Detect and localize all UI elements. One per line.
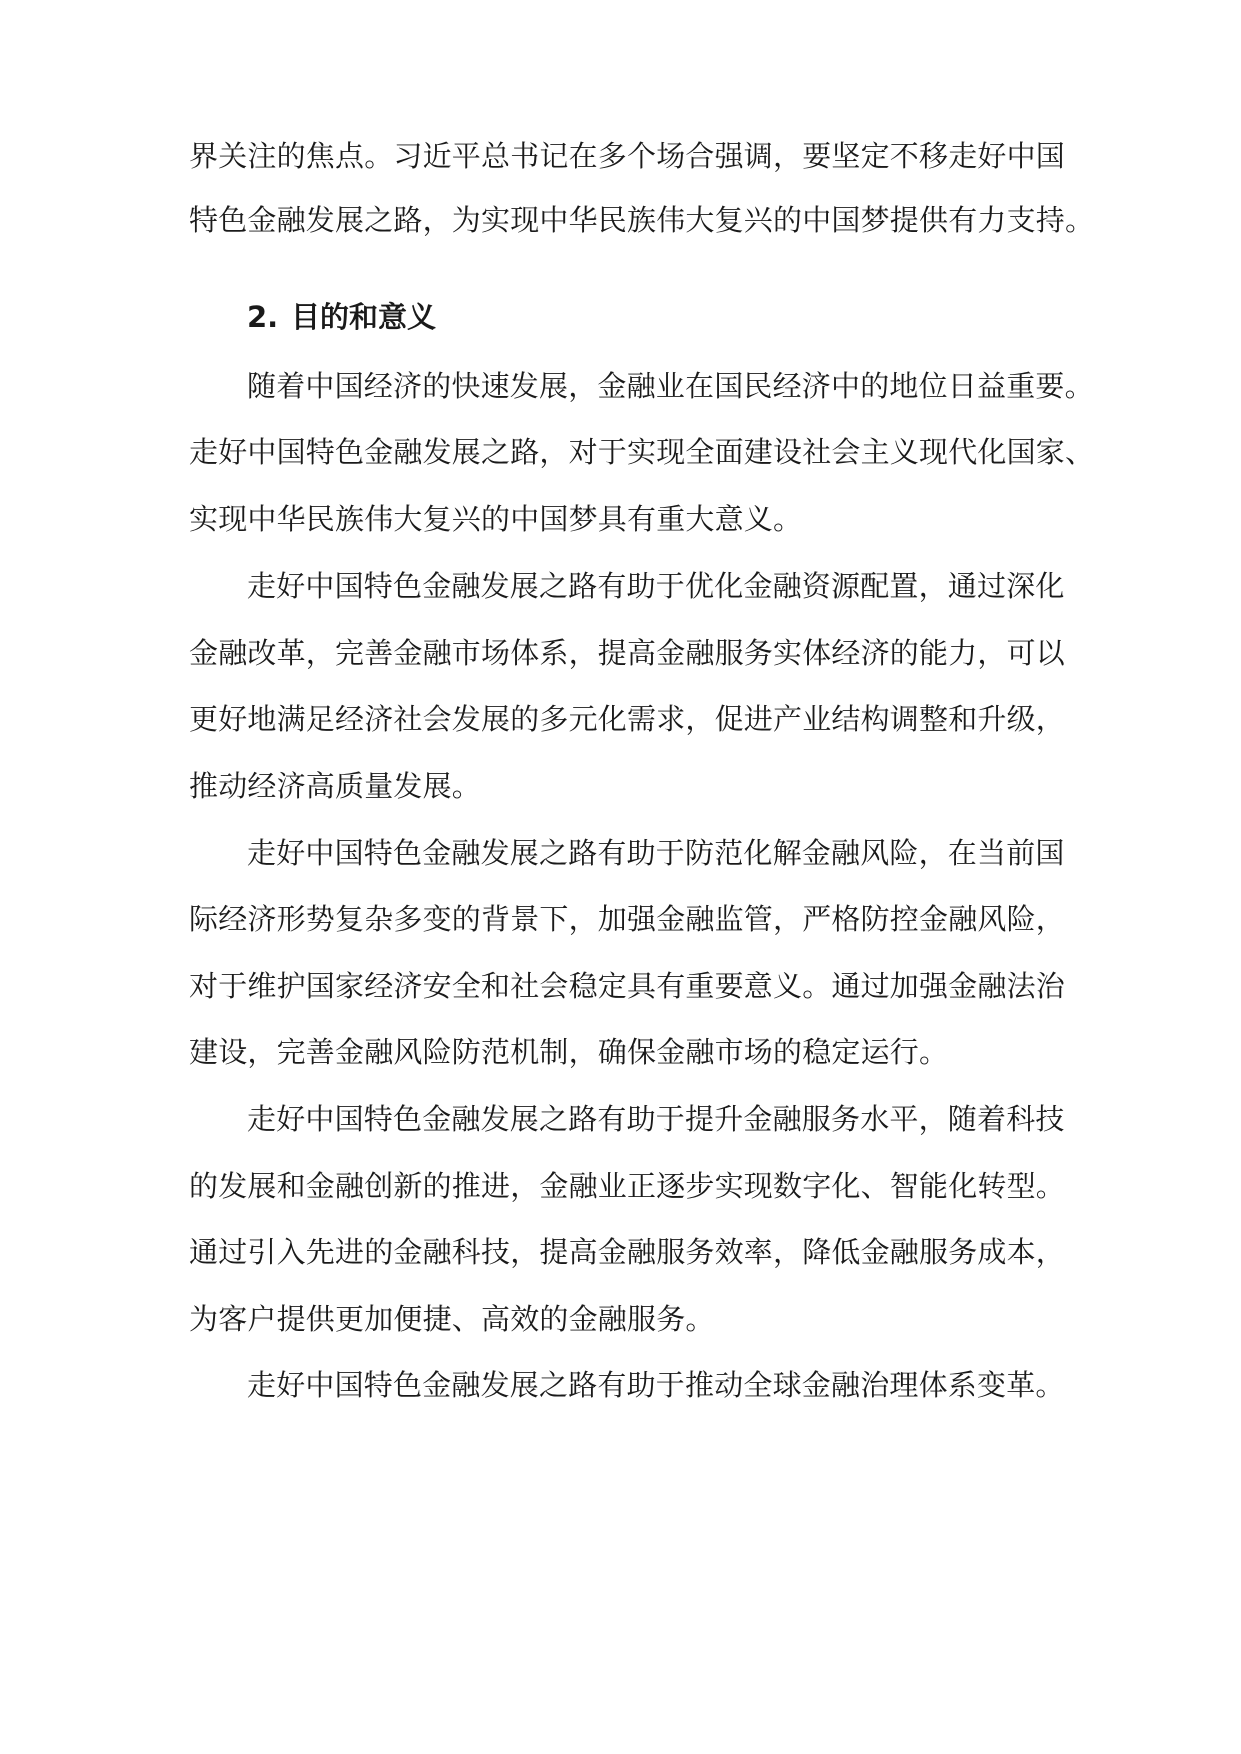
- paragraph-line: 走好中国特色金融发展之路有助于提升金融服务水平，随着科技: [247, 1102, 1065, 1136]
- paragraph-line: 对于维护国家经济安全和社会稳定具有重要意义。通过加强金融法治: [189, 969, 1066, 1003]
- paragraph-line: 走好中国特色金融发展之路有助于防范化解金融风险，在当前国: [247, 836, 1065, 870]
- paragraph-line: 走好中国特色金融发展之路有助于推动全球金融治理体系变革。: [247, 1368, 1065, 1402]
- paragraph-line: 际经济形势复杂多变的背景下，加强金融监管，严格防控金融风险，: [189, 902, 1066, 936]
- intro-line: 界关注的焦点。习近平总书记在多个场合强调，要坚定不移走好中国: [189, 139, 1066, 173]
- paragraph-line: 建设，完善金融风险防范机制，确保金融市场的稳定运行。: [189, 1035, 949, 1069]
- section-title: 目的和意义: [291, 300, 437, 334]
- paragraph-line: 随着中国经济的快速发展，金融业在国民经济中的地位日益重要。: [247, 369, 1094, 403]
- paragraph-line: 的发展和金融创新的推进，金融业正逐步实现数字化、智能化转型。: [189, 1169, 1066, 1203]
- paragraph-line: 通过引入先进的金融科技，提高金融服务效率，降低金融服务成本，: [189, 1235, 1066, 1269]
- paragraph-line: 推动经济高质量发展。: [189, 769, 482, 803]
- intro-line: 特色金融发展之路，为实现中华民族伟大复兴的中国梦提供有力支持。: [189, 203, 1095, 237]
- paragraph-line: 更好地满足经济社会发展的多元化需求，促进产业结构调整和升级，: [189, 702, 1066, 736]
- section-heading: [247, 297, 436, 337]
- paragraph-line: 金融改革，完善金融市场体系，提高金融服务实体经济的能力，可以: [189, 636, 1066, 670]
- paragraph-line: 走好中国特色金融发展之路，对于实现全面建设社会主义现代化国家、: [189, 435, 1095, 469]
- section-number: 2.: [247, 300, 279, 334]
- paragraph-line: 为客户提供更加便捷、高效的金融服务。: [189, 1302, 715, 1336]
- paragraph-line: 走好中国特色金融发展之路有助于优化金融资源配置，通过深化: [247, 569, 1065, 603]
- paragraph-line: 实现中华民族伟大复兴的中国梦具有重大意义。: [189, 502, 803, 536]
